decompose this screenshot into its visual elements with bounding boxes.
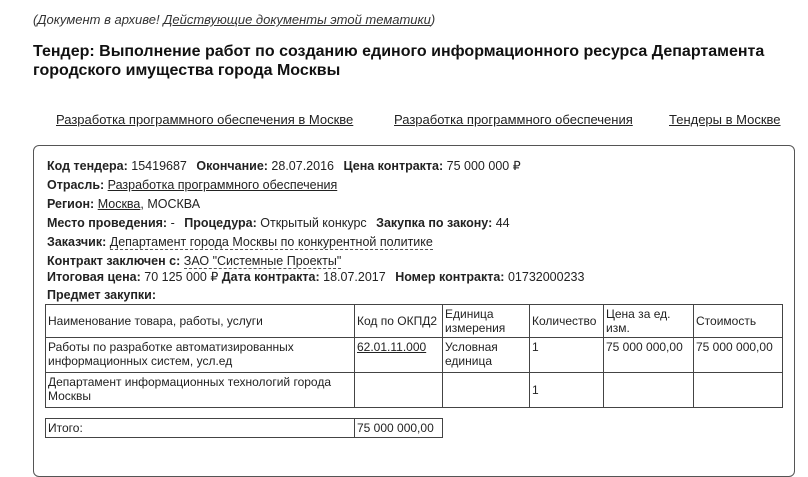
table-row	[46, 338, 783, 373]
region-rest: , МОСКВА	[140, 197, 201, 211]
header-name: Наименование товара, работы, услуги	[46, 305, 355, 338]
contract-date-label: Дата контракта:	[221, 270, 320, 284]
row-qty: 1	[530, 373, 604, 408]
header-unit-price: Цена за ед. изм.	[604, 305, 694, 338]
row-final	[47, 269, 584, 284]
header-cost: Стоимость	[694, 305, 783, 338]
procedure-label: Процедура:	[184, 216, 257, 230]
okpd-code-link[interactable]: 62.01.11.000	[357, 340, 427, 354]
row-qty: 1	[530, 338, 604, 373]
total-table	[45, 418, 443, 438]
subject-heading	[47, 288, 156, 302]
contract-price-label: Цена контракта:	[343, 159, 444, 173]
law-value: 44	[495, 216, 510, 230]
contract-number: 01732000233	[507, 270, 585, 284]
final-price-label: Итоговая цена:	[47, 270, 141, 284]
tender-code: 15419687	[131, 159, 187, 173]
header-code: Код по ОКПД2	[355, 305, 443, 338]
archive-notice-suffix: )	[430, 12, 436, 27]
industry-link[interactable]: Разработка программного обеспечения	[107, 178, 338, 192]
row-code-cell	[355, 338, 443, 373]
row-code	[47, 158, 521, 173]
row-unit-price	[604, 373, 694, 408]
subject-label: Предмет закупки:	[47, 288, 156, 302]
customer-link[interactable]: Департамент города Москвы по конкурентной политике	[109, 235, 433, 249]
archive-notice-prefix: (Документ в архиве!	[33, 12, 164, 27]
region-link[interactable]: Москва	[97, 197, 141, 211]
row-region	[47, 197, 200, 211]
tender-card	[33, 145, 795, 477]
total-label: Итого:	[46, 419, 355, 438]
contractor-label: Контракт заключен с:	[47, 254, 181, 268]
row-unit-price: 75 000 000,00	[604, 338, 694, 373]
total-row	[46, 419, 443, 438]
row-unit	[443, 373, 530, 408]
final-price: 70 125 000 ₽	[144, 270, 219, 284]
procedure-value: Открытый конкурс	[260, 216, 367, 230]
row-cost	[694, 373, 783, 408]
tender-code-label: Код тендера:	[47, 159, 128, 173]
table-header-row	[46, 305, 783, 338]
row-name: Работы по разработке автоматизированных информационных систем, усл.ед	[46, 338, 355, 373]
contract-price: 75 000 000 ₽	[446, 159, 521, 173]
row-cost: 75 000 000,00	[694, 338, 783, 373]
row-contractor	[47, 254, 341, 268]
header-qty: Количество	[530, 305, 604, 338]
customer-label: Заказчик:	[47, 235, 107, 249]
end-date-label: Окончание:	[196, 159, 268, 173]
contract-number-label: Номер контракта:	[395, 270, 505, 284]
nav-link-software[interactable]: Разработка программного обеспечения	[394, 112, 633, 127]
total-value: 75 000 000,00	[355, 419, 443, 438]
row-place	[47, 216, 510, 230]
table-row	[46, 373, 783, 408]
header-unit: Единица измерения	[443, 305, 530, 338]
region-label: Регион:	[47, 197, 95, 211]
current-documents-link[interactable]: Действующие документы этой тематики	[163, 12, 431, 27]
place-label: Место проведения:	[47, 216, 168, 230]
items-table	[45, 304, 783, 408]
row-industry	[47, 178, 337, 192]
industry-label: Отрасль:	[47, 178, 105, 192]
row-code-cell	[355, 373, 443, 408]
contractor-link[interactable]: ЗАО "Системные Проекты"	[183, 254, 342, 268]
end-date: 28.07.2016	[271, 159, 334, 173]
place-value: -	[170, 216, 175, 230]
nav-link-tenders-moscow[interactable]: Тендеры в Москве	[669, 112, 781, 127]
row-unit: Условная единица	[443, 338, 530, 373]
archive-notice	[33, 12, 435, 27]
nav-link-software-moscow[interactable]: Разработка программного обеспечения в Москве	[56, 112, 354, 127]
row-name: Департамент информационных технологий города Москвы	[46, 373, 355, 408]
law-label: Закупка по закону:	[376, 216, 493, 230]
row-customer	[47, 235, 433, 249]
contract-date: 18.07.2017	[323, 270, 386, 284]
page-title: Тендер: Выполнение работ по созданию единого информационного ресурса Департамента городского имущества города Москвы	[33, 43, 765, 79]
